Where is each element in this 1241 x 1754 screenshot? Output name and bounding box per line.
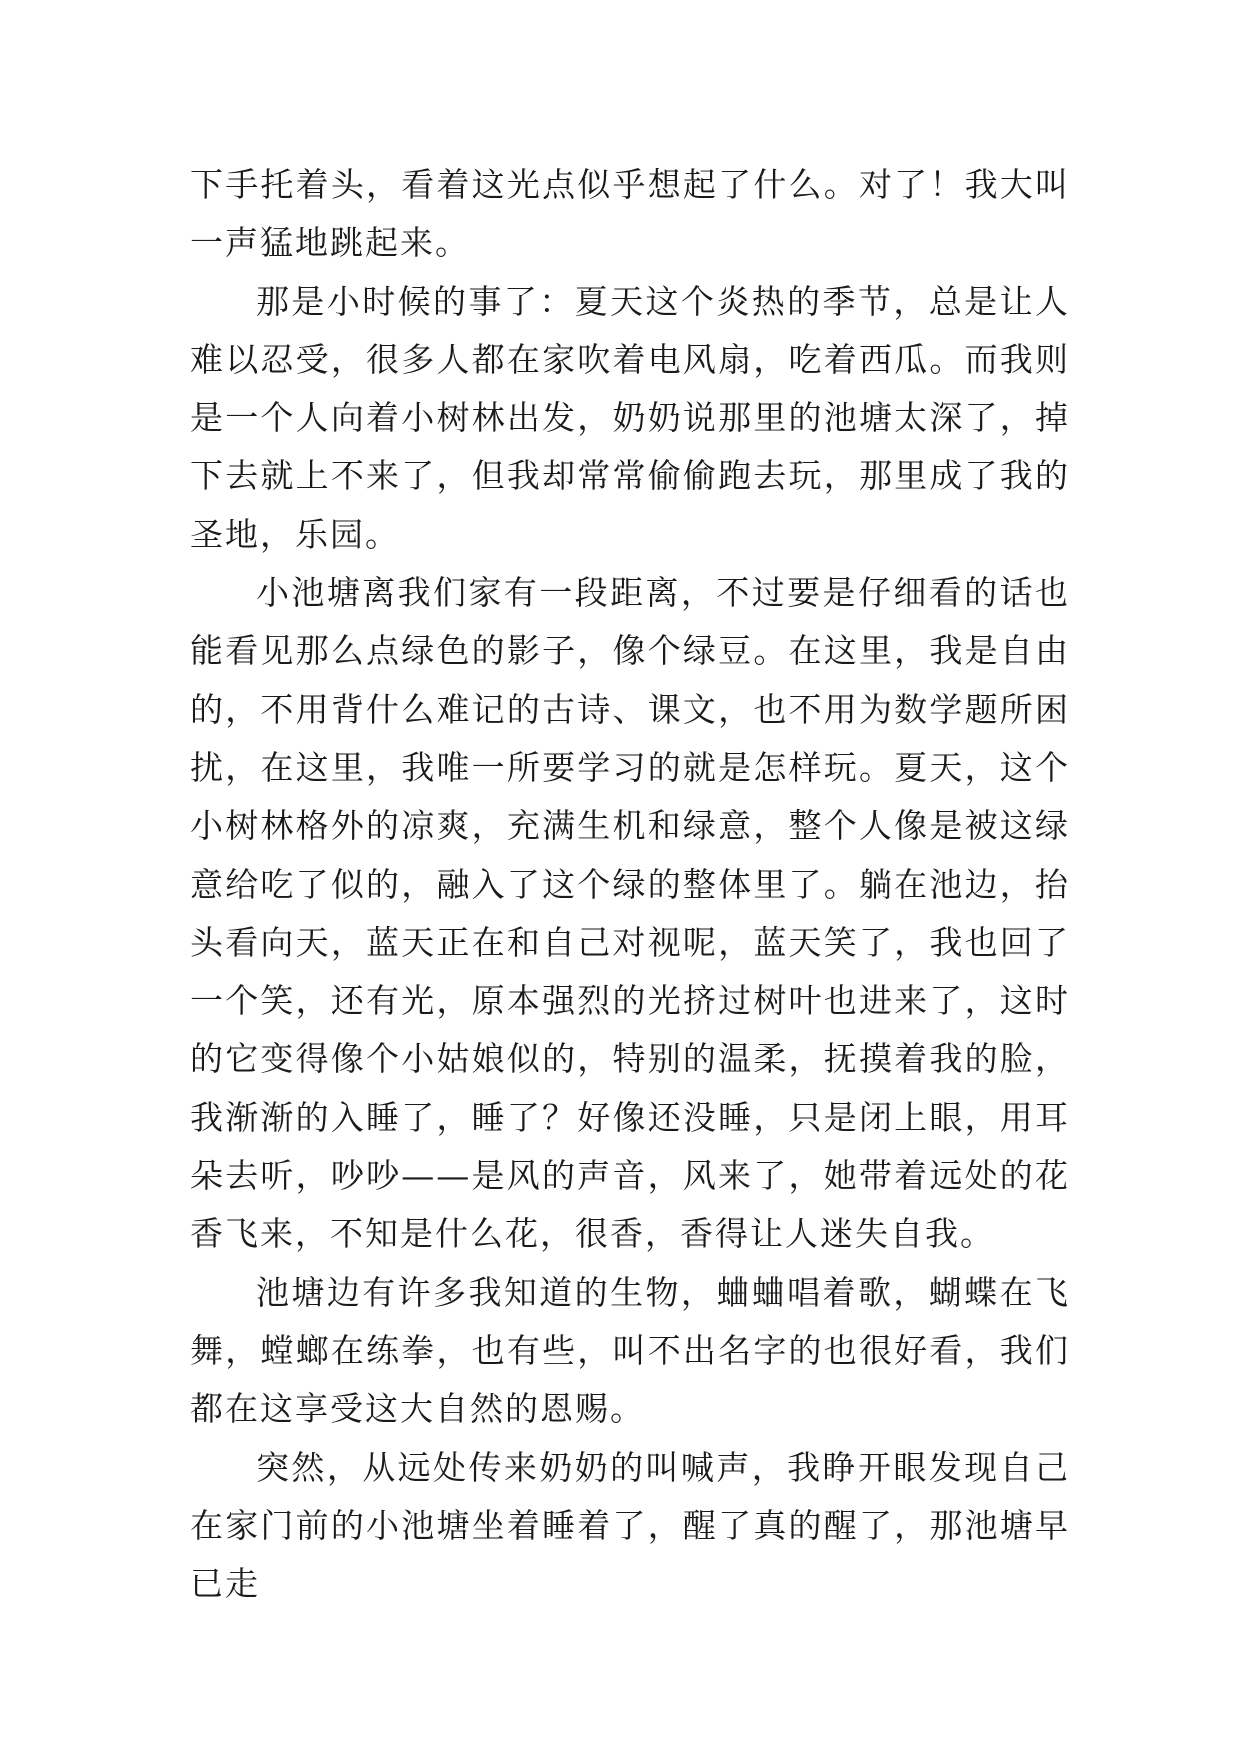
paragraph-awakening: 突然，从远处传来奶奶的叫喊声，我睁开眼发现自己在家门前的小池塘坐着睡着了，醒了真的醒了，那池塘早已走 bbox=[190, 1447, 1070, 1604]
body-text bbox=[190, 156, 1070, 1613]
paragraph-pond: 小池塘离我们家有一段距离，不过要是仔细看的话也能看见那么点绿色的影子，像个绿豆。在这里，我是自由的，不用背什么难记的古诗、课文，也不用为数学题所困扰，在这里，我唯一所要学习的就是怎样玩。夏天，这个小树林格外的凉爽，充满生机和绿意，整个人像是被这绿意给吃了似的，融入了这个绿的整体里了。躺在池边，抬头看向天，蓝天正在和自己对视呢，蓝天笑了，我也回了一个笑，还有光，原本强烈的光挤过树叶也进来了，这时的它变得像个小姑娘似的，特别的温柔，抚摸着我的脸，我渐渐的入睡了，睡了？好像还没睡，只是闭上眼，用耳朵去听，吵吵——是风的声音，风来了，她带着远处的花香飞来，不知是什么花，很香，香得让人迷失自我。 bbox=[190, 573, 1070, 1254]
paragraph-childhood: 那是小时候的事了：夏天这个炎热的季节，总是让人难以忍受，很多人都在家吹着电风扇，吃着西瓜。而我则是一个人向着小树林出发，奶奶说那里的池塘太深了，掉下去就上不来了，但我却常常偷偷跑去玩，那里成了我的圣地，乐园。 bbox=[190, 281, 1070, 554]
paragraph-creatures: 池塘边有许多我知道的生物，蛐蛐唱着歌，蝴蝶在飞舞，螳螂在练拳，也有些，叫不出名字的也很好看，我们都在这享受这大自然的恩赐。 bbox=[190, 1272, 1070, 1429]
paragraph-continued: 下手托着头，看着这光点似乎想起了什么。对了！我大叫一声猛地跳起来。 bbox=[190, 165, 1070, 263]
